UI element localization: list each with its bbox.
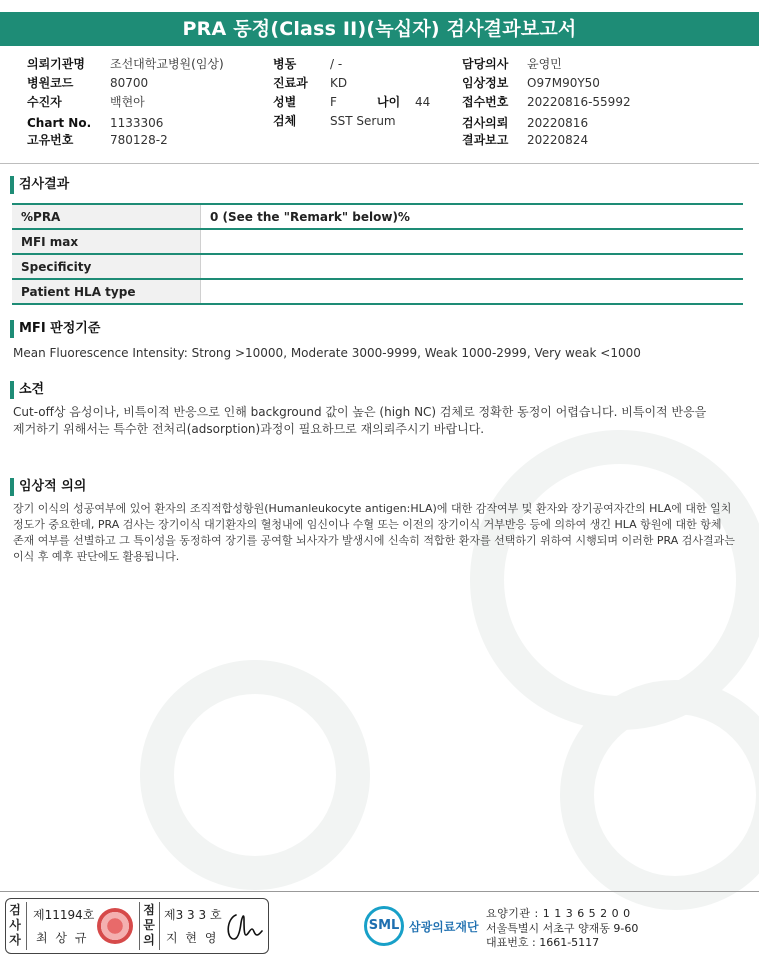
result-value bbox=[200, 255, 743, 278]
doctor-value: 윤영민 bbox=[527, 57, 562, 71]
institution-value: 조선대학교병원(임상) bbox=[110, 57, 224, 71]
watermark-shape bbox=[470, 430, 759, 730]
signature-box bbox=[5, 898, 269, 954]
result-value bbox=[200, 280, 743, 303]
examiner-label: 검 사 자 bbox=[9, 903, 21, 947]
ward-value: / - bbox=[330, 57, 343, 71]
remarks-line: 제거하기 위해서는 특수한 전처리(adsorption)과정이 필요하므로 재의뢰주시기 바랍니다. bbox=[13, 422, 485, 436]
lab-phone: 대표번호 : 1661-5117 bbox=[486, 936, 600, 949]
clinical-heading: 임상적 의의 bbox=[10, 478, 86, 496]
watermark-shape bbox=[140, 660, 370, 890]
request-date-value: 20220816 bbox=[527, 116, 589, 130]
result-label: %PRA bbox=[12, 205, 200, 228]
institution-label: 의뢰기관명 bbox=[27, 57, 85, 71]
unique-no-value: 780128-2 bbox=[110, 133, 168, 147]
table-row bbox=[12, 280, 743, 305]
remarks-line: Cut-off상 음성이나, 비특이적 반응으로 인해 background 값이 높은 (high NC) 검체로 정확한 동정이 어렵습니다. 비특이적 반응을 bbox=[13, 405, 707, 419]
reviewer-name: 지 현 영 bbox=[166, 931, 219, 945]
specimen-value: SST Serum bbox=[330, 114, 396, 128]
age-value: 44 bbox=[415, 95, 431, 109]
clinical-line: 장기 이식의 성공여부에 있어 환자의 조직적합성항원(Humanleukocyte antigen:HLA)에 대한 감작여부 및 환자와 장기공여자간의 HLA에 대한 일치 bbox=[13, 502, 732, 515]
report-date-value: 20220824 bbox=[527, 133, 589, 147]
divider bbox=[26, 902, 27, 950]
divider bbox=[0, 163, 759, 164]
result-label: Patient HLA type bbox=[12, 280, 200, 303]
receipt-no-label: 접수번호 bbox=[462, 95, 509, 109]
sex-label: 성별 bbox=[273, 95, 297, 109]
result-value bbox=[200, 230, 743, 253]
reviewer-license: 제3 3 3 호 bbox=[164, 908, 222, 922]
doctor-label: 담당의사 bbox=[462, 57, 509, 71]
receipt-no-value: 20220816-55992 bbox=[527, 95, 631, 109]
sex-value: F bbox=[330, 95, 337, 109]
footer-divider bbox=[0, 891, 759, 892]
patient-value: 백현아 bbox=[110, 95, 145, 109]
clinical-info-label: 임상정보 bbox=[462, 76, 509, 90]
result-label: MFI max bbox=[12, 230, 200, 253]
hospital-code-label: 병원코드 bbox=[27, 76, 74, 90]
dept-value: KD bbox=[330, 76, 348, 90]
hospital-code-value: 80700 bbox=[110, 76, 149, 90]
clinical-line: 이식 후 예후 판단에도 활용됩니다. bbox=[13, 550, 180, 563]
org-name: 삼광의료재단 bbox=[409, 920, 479, 934]
unique-no-label: 고유번호 bbox=[27, 133, 74, 147]
specimen-label: 검체 bbox=[273, 114, 297, 128]
examiner-name: 최 상 규 bbox=[36, 931, 89, 945]
report-date-label: 결과보고 bbox=[462, 133, 509, 147]
report-title: PRA 동정(Class II)(녹십자) 검사결과보고서 bbox=[0, 12, 759, 46]
table-row bbox=[12, 230, 743, 255]
sml-logo-icon: SML bbox=[364, 906, 404, 946]
result-label: Specificity bbox=[12, 255, 200, 278]
lab-address: 서울특별시 서초구 양재동 9-60 bbox=[486, 922, 639, 935]
remarks-heading: 소견 bbox=[10, 381, 44, 399]
results-heading: 검사결과 bbox=[10, 176, 69, 194]
mfi-criteria-text: Mean Fluorescence Intensity: Strong >10000, Moderate 3000-9999, Weak 1000-2999, Very weak <1000 bbox=[13, 346, 641, 360]
patient-label: 수진자 bbox=[27, 95, 62, 109]
seal-icon bbox=[97, 908, 133, 944]
clinical-line: 정도가 중요한데, PRA 검사는 장기이식 대기환자의 혈청내에 임신이나 수혈 또는 이전의 장기이식 거부반응 등에 의하여 생긴 HLA 항원에 대한 항체 bbox=[13, 518, 722, 531]
result-value: 0 (See the "Remark" below)% bbox=[200, 205, 743, 228]
results-table bbox=[12, 203, 743, 305]
mfi-heading: MFI 판정기준 bbox=[10, 320, 100, 338]
chart-no-label: Chart No. bbox=[27, 116, 92, 130]
signature-icon bbox=[224, 909, 264, 943]
divider bbox=[159, 902, 160, 950]
care-institution-no: 요양기관 : 1 1 3 6 5 2 0 0 bbox=[486, 907, 631, 920]
clinical-info-value: O97M90Y50 bbox=[527, 76, 600, 90]
examiner-license: 제11194호 bbox=[33, 908, 95, 922]
divider bbox=[139, 902, 140, 950]
reviewer-label: 점 문 의 bbox=[143, 903, 155, 947]
age-label: 나이 bbox=[377, 95, 401, 109]
chart-no-value: 1133306 bbox=[110, 116, 164, 130]
table-row bbox=[12, 255, 743, 280]
dept-label: 진료과 bbox=[273, 76, 308, 90]
request-date-label: 검사의뢰 bbox=[462, 116, 509, 130]
ward-label: 병동 bbox=[273, 57, 297, 71]
clinical-line: 존재 여부를 선별하고 그 특이성을 동정하여 장기를 공여할 뇌사자가 발생시에 신속히 적합한 환자를 선택하기 위하여 시행되며 이러한 PRA 검사결과는 bbox=[13, 534, 735, 547]
table-row bbox=[12, 205, 743, 230]
